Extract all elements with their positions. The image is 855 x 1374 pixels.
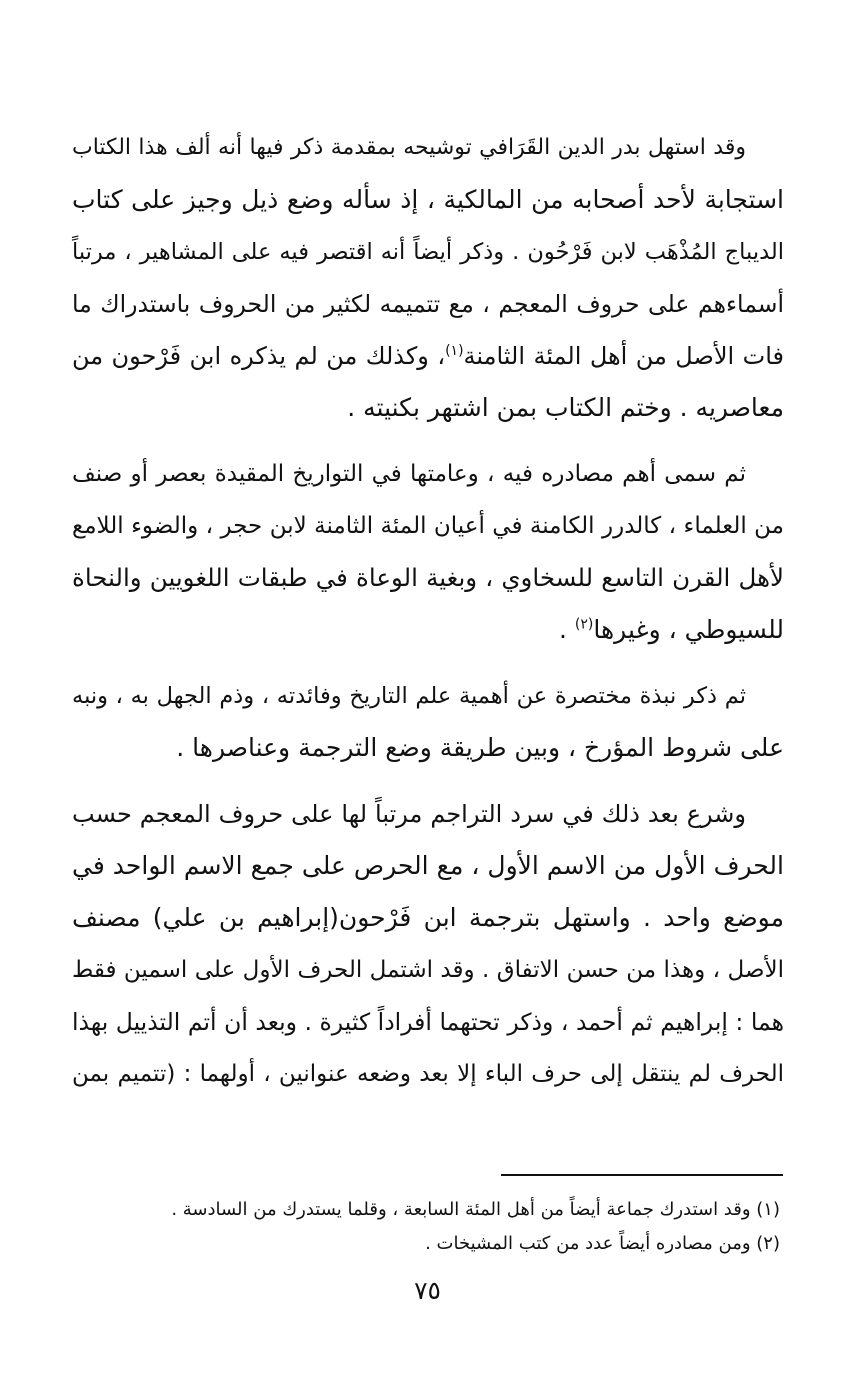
page-number: ٧٥ — [414, 1276, 441, 1305]
text-segment: . — [558, 615, 575, 644]
footnote-2: (٢) ومن مصادره أيضاً عدد من كتب المشيخات . — [425, 1233, 780, 1254]
paragraph-2 — [72, 448, 784, 656]
text-line: وشرع بعد ذلك في سرد التراجم مرتباً لها على حروف المعجم حسب — [72, 800, 746, 828]
text-line: ثم سمى أهم مصادره فيه ، وعامتها في التواريخ المقيدة بعصر أو صنف — [72, 461, 746, 487]
text-line — [72, 330, 784, 382]
text-line: ثم ذكر نبذة مختصرة عن أهمية علم التاريخ وفائدته ، وذم الجهل به ، ونبه — [72, 683, 746, 709]
text-line: الحرف لم ينتقل إلى حرف الباء إلا بعد وضعه عنوانين ، أولهما : (تتميم بمن — [72, 1061, 784, 1087]
text-segment: ، وكذلك من لم يذكره ابن فَرْحون من — [72, 342, 446, 370]
footnote-ref-2[interactable]: (٢) — [574, 616, 594, 633]
text-line: الديباج المُذْهَب لابن فَرْحُون . وذكر أيضاً أنه اقتصر فيه على المشاهير ، مرتباً — [72, 239, 784, 265]
text-line: استجابة لأحد أصحابه من المالكية ، إذ سأله وضع ذيل وجيز على كتاب — [72, 185, 784, 214]
text-line: على شروط المؤرخ ، وبين طريقة وضع الترجمة وعناصرها . — [176, 733, 784, 762]
paragraph-1 — [72, 122, 784, 434]
text-line: موضع واحد . واستهل بترجمة ابن فَرْحون(إبراهيم بن علي) مصنف — [72, 903, 784, 932]
paragraph-4 — [72, 788, 784, 1100]
text-line: هما : إبراهيم ثم أحمد ، وذكر تحتهما أفراداً كثيرة . وبعد أن أتم التذييل بهذا — [72, 1008, 784, 1036]
text-line: من العلماء ، كالدرر الكامنة في أعيان المئة الثامنة لابن حجر ، والضوء اللامع — [72, 513, 784, 539]
text-line: وقد استهل بدر الدين القَرَافي توشيحه بمقدمة ذكر فيها أنه ألف هذا الكتاب — [72, 135, 746, 160]
paragraph-3 — [72, 670, 784, 774]
text-line: لأهل القرن التاسع للسخاوي ، وبغية الوعاة في طبقات اللغويين والنحاة — [72, 563, 784, 592]
page-body — [72, 122, 784, 1100]
text-line: أسماءهم على حروف المعجم ، مع تتميمه لكثير من الحروف باستدراك ما — [72, 290, 784, 318]
text-line: الحرف الأول من الاسم الأول ، مع الحرص على جمع الاسم الواحد في — [72, 851, 784, 880]
text-segment: للسيوطي ، وغيرها — [593, 615, 784, 644]
text-segment: فات الأصل من أهل المئة الثامنة — [463, 342, 784, 370]
footnotes — [72, 1193, 784, 1261]
footnote-ref-1[interactable]: (١) — [445, 343, 464, 359]
footnote-1: (١) وقد استدرك جماعة أيضاً من أهل المئة السابعة ، وقلما يستدرك من السادسة . — [171, 1199, 780, 1220]
text-line: الأصل ، وهذا من حسن الاتفاق . وقد اشتمل الحرف الأول على اسمين فقط — [72, 957, 784, 983]
text-line — [72, 604, 784, 656]
text-line: معاصريه . وختم الكتاب بمن اشتهر بكنيته . — [347, 393, 784, 422]
footnote-separator — [501, 1174, 783, 1176]
